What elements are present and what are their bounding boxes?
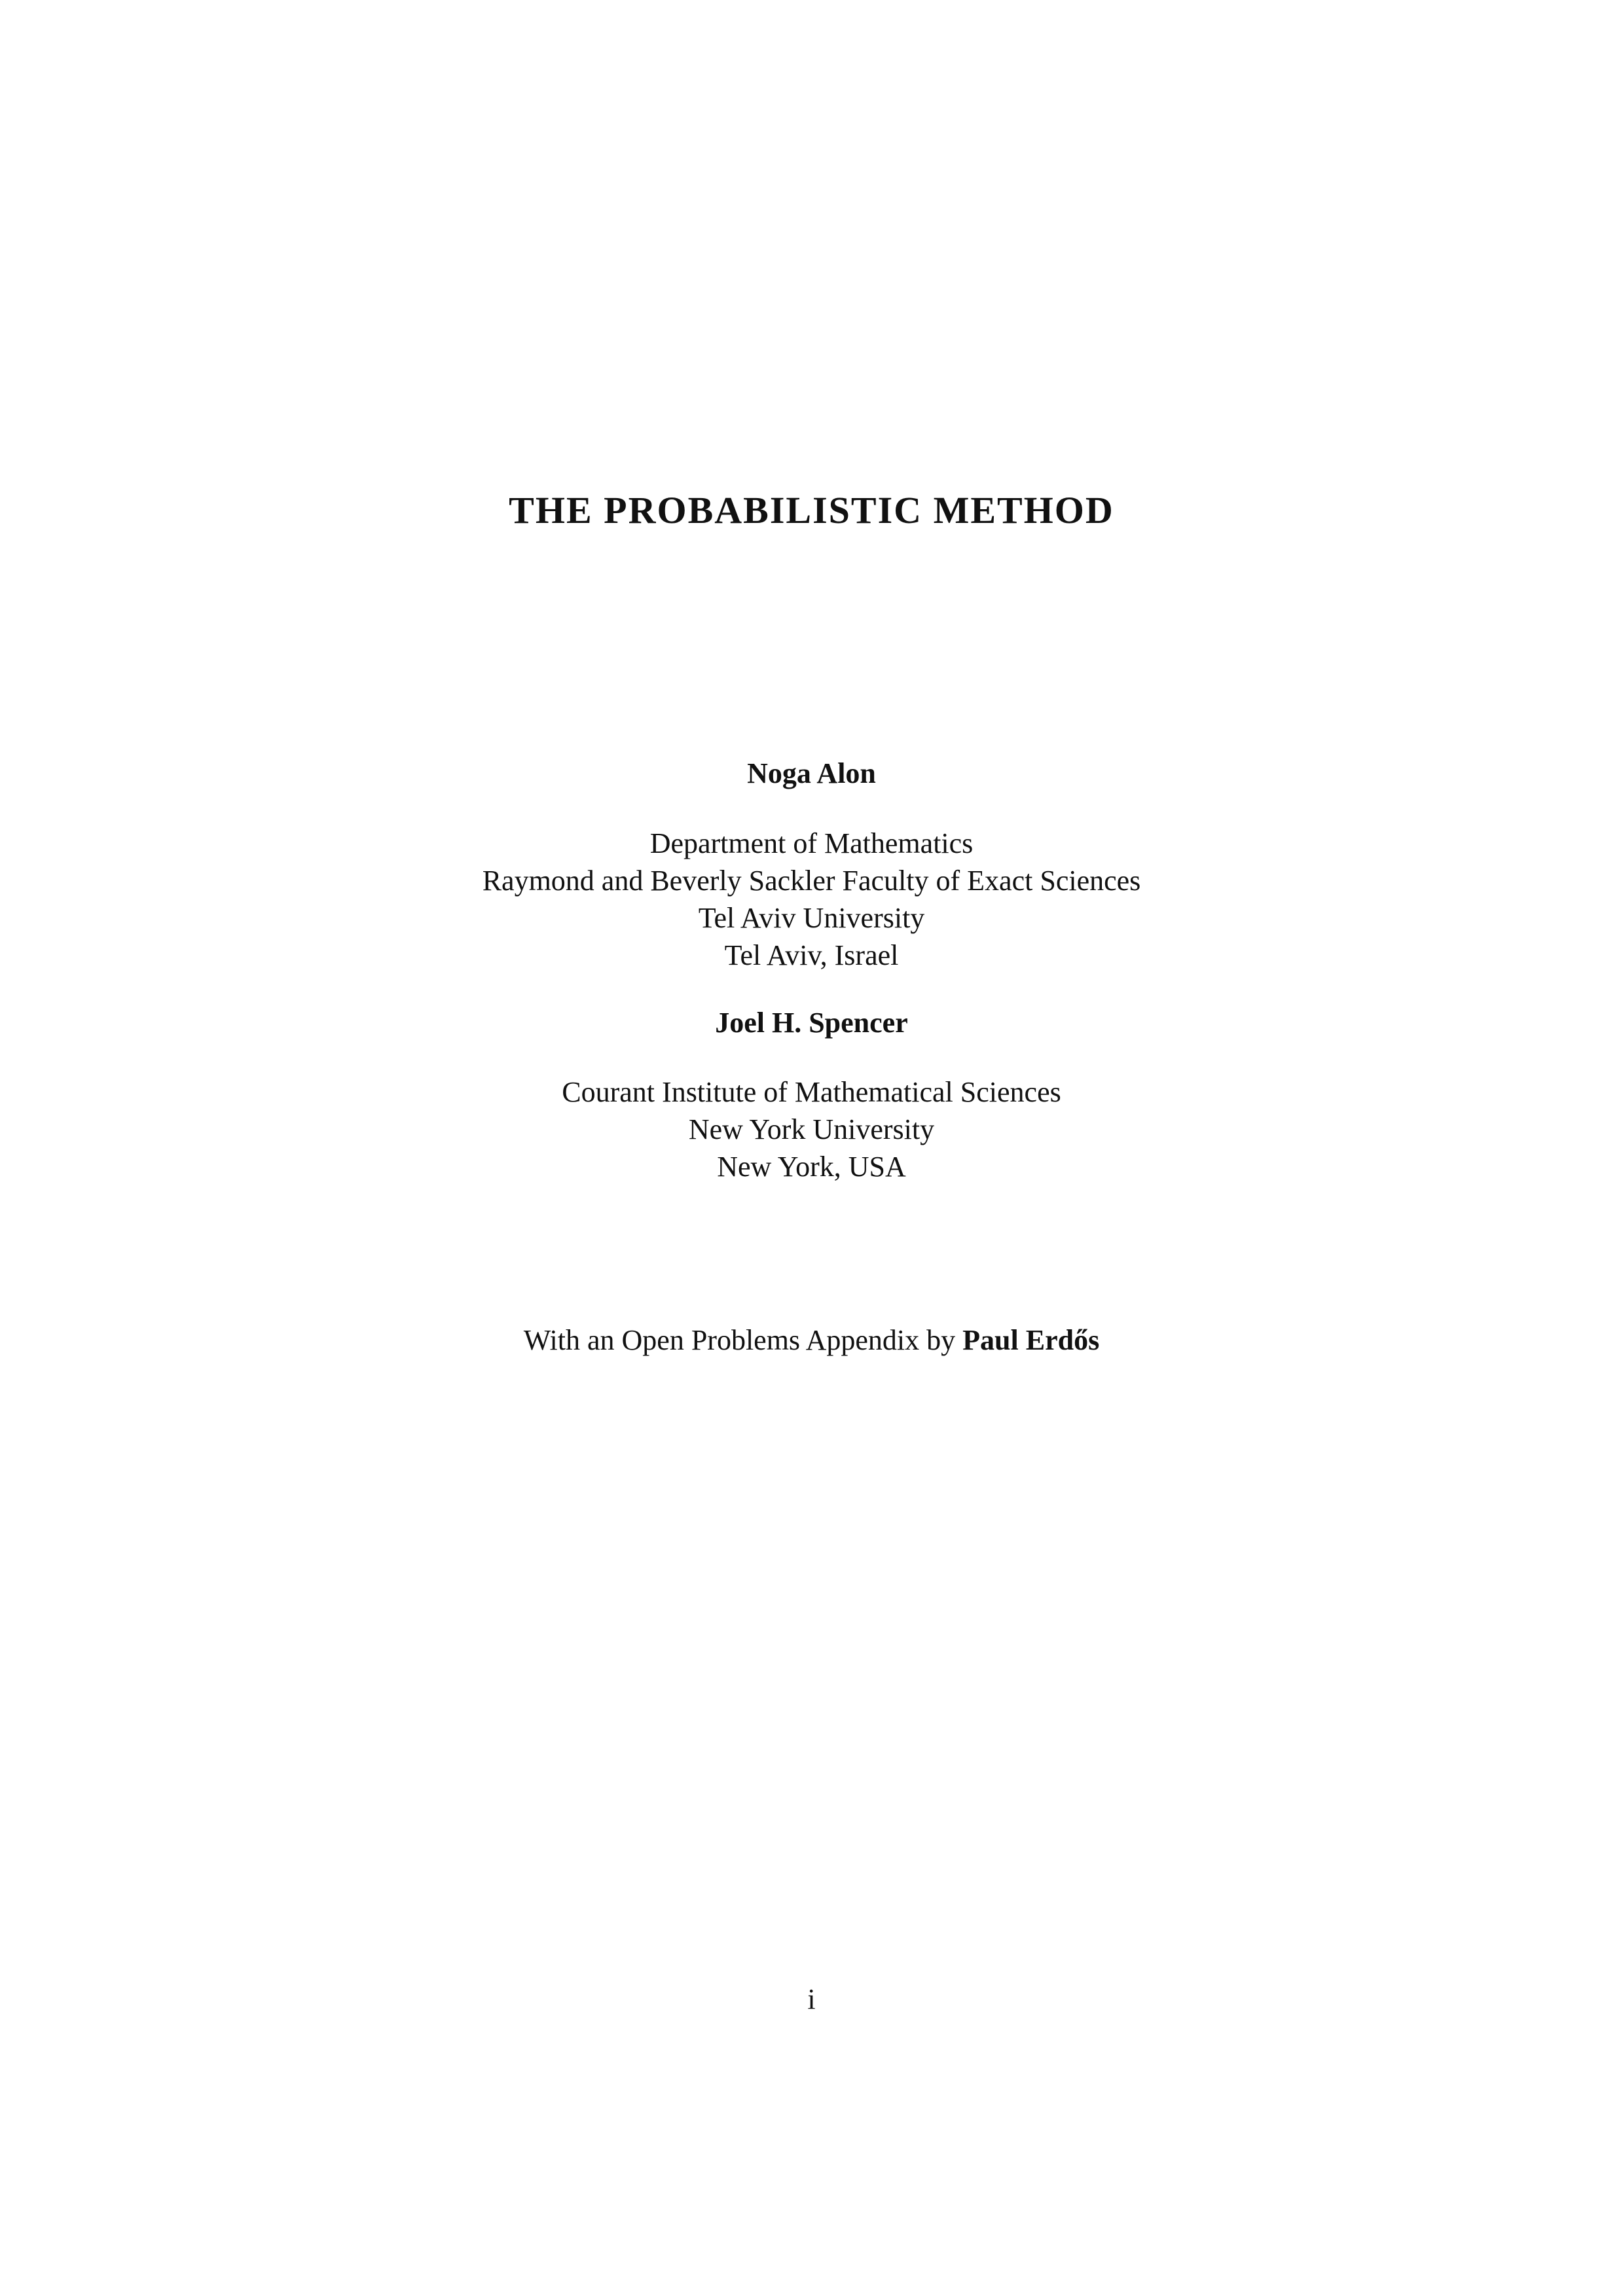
affiliation-line: Department of Mathematics	[649, 827, 974, 859]
appendix-contributor: Paul Erdős	[962, 1324, 1100, 1356]
affiliation-line: Tel Aviv, Israel	[724, 939, 899, 971]
author-name: Joel H. Spencer	[715, 1007, 908, 1039]
affiliation-line: Courant Institute of Mathematical Sciences	[562, 1076, 1061, 1108]
book-title: THE PROBABILISTIC METHOD	[509, 489, 1114, 531]
affiliation-line: Raymond and Beverly Sackler Faculty of Exact Sciences	[482, 865, 1141, 897]
appendix-prefix: With an Open Problems Appendix by	[523, 1324, 956, 1356]
affiliation-line: Tel Aviv University	[698, 902, 925, 934]
page-number: i	[807, 1983, 816, 2015]
affiliation-line: New York University	[688, 1113, 935, 1145]
author-affiliation	[0, 1073, 1623, 1185]
author-affiliation	[0, 825, 1623, 974]
appendix-credit	[0, 1321, 1623, 1360]
author-name: Noga Alon	[747, 757, 876, 789]
affiliation-line: New York, USA	[717, 1151, 906, 1183]
